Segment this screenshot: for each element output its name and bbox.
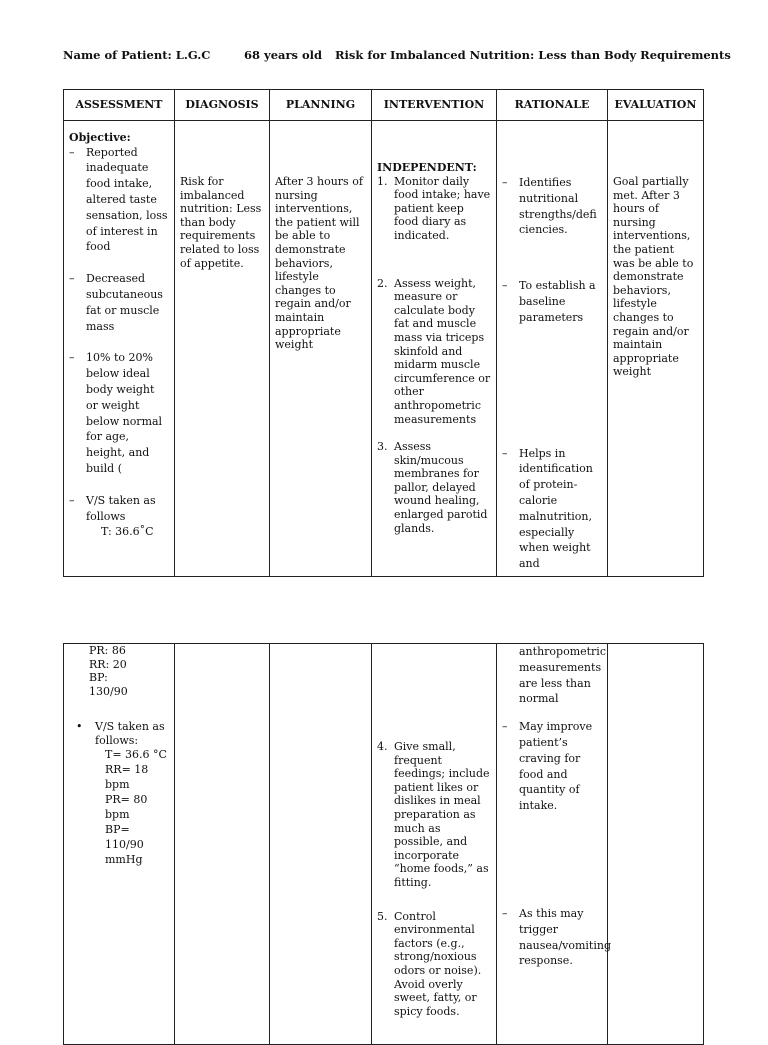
rationale-item: – As this may trigger nausea/vomiting response. [502, 906, 602, 969]
table-row [64, 121, 704, 577]
col-evaluation: EVALUATION [608, 90, 704, 121]
col-rationale: RATIONALE [497, 90, 608, 121]
intervention-number: 4. [377, 740, 388, 753]
col-diagnosis: DIAGNOSIS [175, 90, 270, 121]
intervention-text: Assess skin/mucous membranes for pallor, delayed wound healing, enlarged parotid glands. [394, 440, 488, 535]
intervention-number: 2. [377, 276, 388, 290]
diagnosis-cell [175, 644, 270, 1045]
rationale-continued: anthropometric measurements are less than normal [519, 645, 606, 706]
patient-age: 68 years old [244, 48, 323, 62]
col-planning: PLANNING [270, 90, 372, 121]
intervention-text: Control environmental factors (e.g., strong/noxious odors or noise). Avoid overly sweet, fatty, or spicy foods. [394, 909, 482, 1018]
rationale-list [502, 719, 611, 969]
intervention-list [377, 740, 491, 1018]
table-header-row [64, 90, 704, 121]
diagnosis-text: Risk for imbalanced nutrition: Less than body requirements related to loss of appetite. [180, 175, 262, 270]
intervention-cell [372, 644, 497, 1045]
rationale-item: – Helps in identification of protein-calorie malnutrition, especially when weight and [502, 446, 602, 572]
rationale-cell [497, 121, 608, 577]
col-assessment: ASSESSMENT [64, 90, 175, 121]
rationale-item: – Identifies nutritional strengths/defi ciencies. [502, 175, 602, 238]
independent-label: INDEPENDENT: [377, 161, 477, 174]
intervention-item [377, 175, 491, 243]
intervention-text: Give small, frequent feedings; include patient likes or dislikes in meal preparation as much as possible, and incorporate “home foods,” as fitting. [394, 740, 490, 889]
col-intervention: INTERVENTION [372, 90, 497, 121]
care-plan-table-page2 [63, 643, 704, 1045]
rationale-item: – May improve patient’s craving for food and quantity of intake. [502, 719, 602, 814]
intervention-item [377, 740, 491, 890]
care-plan-table-page1 [63, 89, 704, 577]
nursing-diagnosis-title: Risk for Imbalanced Nutrition: Less than Body Requirements [335, 48, 731, 62]
assessment-cell [64, 644, 175, 1045]
intervention-number: 1. [377, 174, 388, 188]
assessment-item: – 10% to 20% below ideal body weight or weight below normal for age, height, and build ( [69, 350, 169, 476]
planning-cell [270, 644, 372, 1045]
diagnosis-cell [175, 121, 270, 577]
intervention-item [377, 277, 491, 427]
intervention-item [377, 440, 491, 535]
table-row [64, 644, 704, 1045]
planning-text: After 3 hours of nursing interventions, the patient will be able to demonstrate behaviors, lifestyle changes to regain and/or maintain appropriate weight [275, 175, 363, 352]
objective-label: Objective: [69, 131, 131, 144]
assessment-item: – V/S taken as follows [69, 493, 169, 525]
intervention-number: 5. [377, 909, 388, 923]
intervention-number: 3. [377, 440, 388, 454]
patient-name: Name of Patient: L.G.C [63, 48, 211, 62]
vs-second-block [69, 720, 169, 867]
planning-cell [270, 121, 372, 577]
evaluation-text: Goal partially met. After 3 hours of nursing interventions, the patient was be able to demonstrate behaviors, lifestyle changes to regain and/or maintain appropriate weight [613, 175, 694, 379]
intervention-text: Assess weight, measure or calculate body fat and muscle mass via triceps skinfold and midarm muscle circumference or other anthropometric measurements [394, 276, 491, 426]
rationale-cell [497, 644, 611, 1045]
assessment-list [69, 145, 169, 525]
vs-second-label: V/S taken as follows: [95, 720, 165, 747]
evaluation-cell [608, 644, 704, 1045]
assessment-item: – Reported inadequate food intake, altered taste sensation, loss of interest in food [69, 145, 169, 256]
intervention-list [377, 175, 491, 536]
rationale-item: – To establish a baseline parameters [502, 278, 602, 325]
intervention-cell [372, 121, 497, 577]
vs-second-values: T= 36.6 °C RR= 18 bpm PR= 80 bpm BP= 110/90 mmHg [105, 748, 167, 867]
intervention-text: Monitor daily food intake; have patient keep food diary as indicated. [394, 174, 491, 242]
vs-continued: PR: 86 RR: 20 BP: 130/90 [89, 644, 128, 698]
evaluation-cell [608, 121, 704, 577]
intervention-item [377, 910, 491, 1019]
bullet-icon: • [76, 720, 83, 733]
assessment-item: – Decreased subcutaneous fat or muscle mass [69, 271, 169, 334]
rationale-list [502, 175, 602, 572]
vs-temperature: T: 36.6˚C [101, 525, 154, 539]
assessment-cell [64, 121, 175, 577]
